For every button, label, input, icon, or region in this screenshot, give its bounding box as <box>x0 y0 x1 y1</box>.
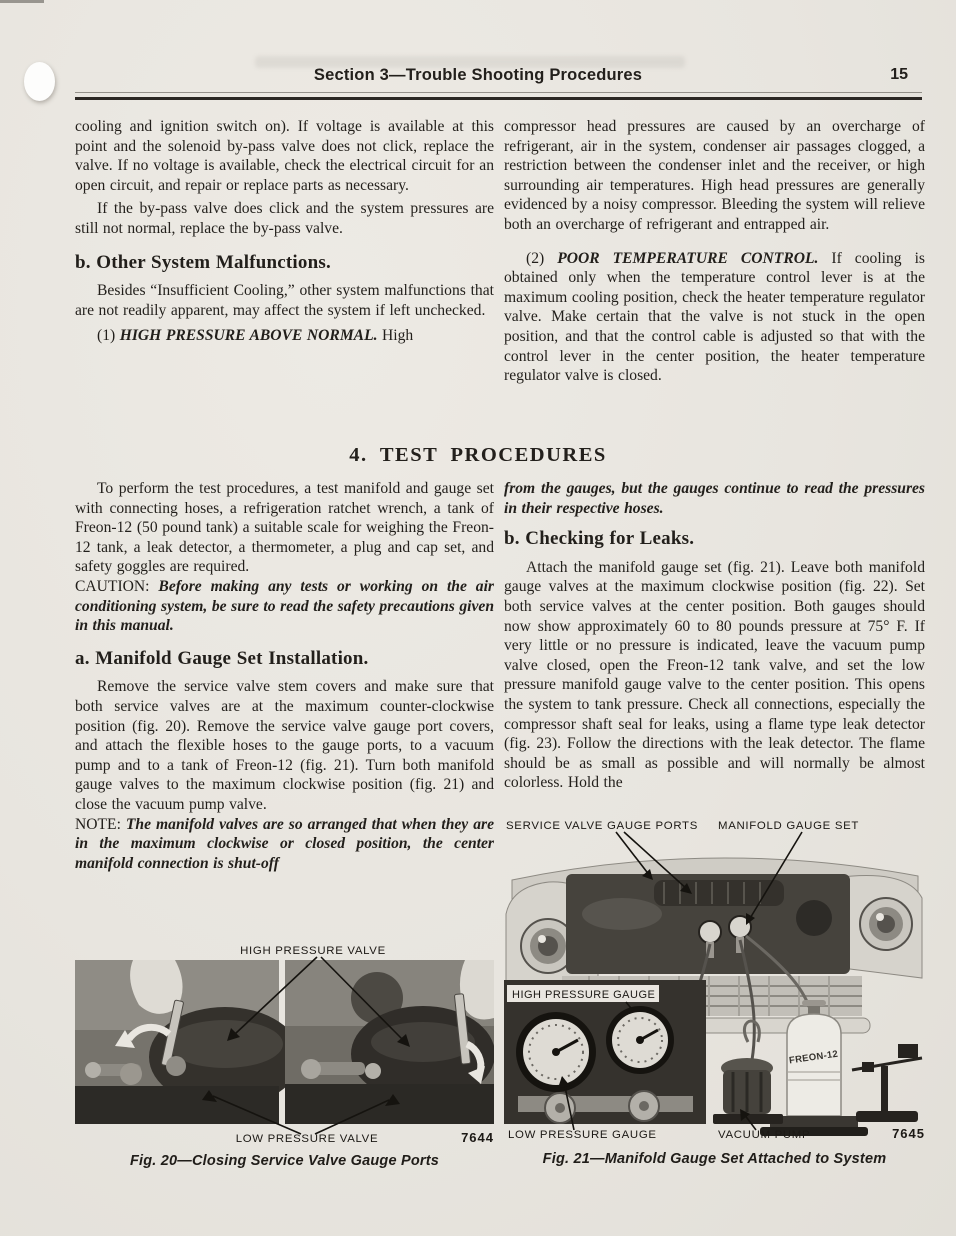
header-rule <box>75 92 922 100</box>
paragraph-text: Remove the service valve stem covers and make sure that both service valves are at the maximum counter-clockwise position (fig. 20). Remove the service valve gauge port covers, and attach the flexible hoses to the gauge ports, to a vacuum pump and to a tank of Freon-12 (fig. 21). Turn both manifold gauge valves to the maximum clockwise position (fig. 21) and close the vacuum pump valve. <box>75 678 494 813</box>
fig21-illustration <box>504 818 925 1142</box>
paragraph <box>75 281 494 320</box>
paragraph <box>504 117 925 235</box>
test-left-column <box>75 479 494 873</box>
fig21-manifold-gauge-set-label: MANIFOLD GAUGE SET <box>718 820 860 832</box>
fig21-freon-tank-label: FREON-12 <box>788 1048 839 1067</box>
fig21-caption: Fig. 21—Manifold Gauge Set Attached to System <box>542 1151 887 1167</box>
figure-21 <box>504 818 925 1167</box>
fig20-high-pressure-valve-label: HIGH PRESSURE VALVE <box>240 945 386 957</box>
paragraph-text: If cooling is obtained only when the temperature control lever is at the maximum cooling position, check the heater temperature regulator valve. Make certain that the valve is not stuck in the open position, and that the control cable is adjusted so that with the control lever in the center position, the heater temperature regulator valve is closed. <box>504 249 925 385</box>
fig20-caption: Fig. 20—Closing Service Valve Gauge Ports <box>129 1153 440 1169</box>
section-heading-checking-leaks: b. Checking for Leaks. <box>504 528 695 550</box>
paragraph <box>504 249 925 386</box>
fig20-illustration <box>75 944 494 1144</box>
fig21-photo-number: 7645 <box>892 1126 925 1141</box>
paragraph-text: High <box>377 327 414 345</box>
fig20-low-pressure-valve-label: LOW PRESSURE VALVE <box>235 1133 379 1144</box>
caution-text: Before making any tests or working on the air conditioning system, be sure to read the safety precautions given in this manual. <box>75 577 494 635</box>
note-paragraph <box>75 815 494 874</box>
item-title: POOR TEMPERATURE CONTROL. <box>557 249 819 267</box>
caution-label: CAUTION: <box>75 577 159 595</box>
note-label: NOTE: <box>75 815 126 833</box>
fig21-vacuum-pump-label: VACUUM PUMP <box>718 1129 811 1141</box>
item-title: HIGH PRESSURE ABOVE NORMAL. <box>119 327 378 345</box>
paragraph-text: Besides “Insufficient Cooling,” other system malfunctions that are not readily apparent, may affect the system if left unchecked. <box>75 282 494 319</box>
paragraph <box>75 326 494 346</box>
section-heading-other-malfunctions: b. Other System Malfunctions. <box>75 251 331 273</box>
fig21-scale <box>852 1044 922 1122</box>
paragraph <box>75 479 494 577</box>
item-number: (1) <box>97 327 120 345</box>
fig21-low-pressure-gauge-label: LOW PRESSURE GAUGE <box>508 1129 657 1141</box>
caution-paragraph <box>75 577 494 636</box>
paragraph <box>504 558 925 793</box>
paragraph <box>75 117 494 195</box>
test-right-column <box>504 479 925 793</box>
section-heading-test-procedures: 4. TEST PROCEDURES <box>349 444 607 466</box>
item-number: (2) <box>526 249 558 267</box>
page-title: Section 3—Trouble Shooting Procedures <box>313 66 643 84</box>
page-number: 15 <box>890 66 908 83</box>
intro-right-column <box>504 117 925 386</box>
paragraph <box>75 677 494 814</box>
paragraph <box>504 479 925 518</box>
figure-20 <box>75 944 494 1169</box>
fig21-service-valve-gauge-ports-label: SERVICE VALVE GAUGE PORTS <box>506 820 699 832</box>
fig20-photo-number: 7644 <box>461 1130 494 1144</box>
paragraph-text: cooling and ignition switch on). If voltage is available at this point and the solenoid by-pass valve does not click, replace the valve. If no voltage is available, check the electrical circuit for an open circuit, and repair or replace parts as necessary. <box>75 118 494 194</box>
paragraph-text: If the by-pass valve does click and the system pressures are still not normal, replace the by-pass valve. <box>75 200 494 237</box>
paragraph <box>75 199 494 238</box>
paragraph-text: compressor head pressures are caused by an overcharge of refrigerant, air in the system, condenser air passages clogged, a restriction between the condenser inlet and the receiver, or high surrounding air temperatures. High head pressures are generally evidenced by a noisy compressor. Bleeding the system will relieve both an overcharge of refrigerant and entrapped air. <box>504 118 925 233</box>
section-heading-manifold-installation: a. Manifold Gauge Set Installation. <box>75 647 369 669</box>
note-text: The manifold valves are so arranged that when they are in the maximum clockwise or closed position, the center manifold connection is shut-off <box>75 815 494 872</box>
paragraph-text: from the gauges, but the gauges continue to read the pressures in their respective hoses. <box>504 480 925 517</box>
fig20-photo-left <box>75 960 301 1124</box>
scan-edge-artifact <box>0 0 44 3</box>
fig21-high-pressure-gauge-label: HIGH PRESSURE GAUGE <box>512 989 656 1001</box>
intro-left-column <box>75 117 494 346</box>
paragraph-text: Attach the manifold gauge set (fig. 21). Leave both manifold gauge valves at the maximum clockwise position (fig. 22). Set both service valves at the center position. Both gauges should now show approximately 60 to 80 pounds pressure at 75° F. If very little or no pressure is indicated, leave the vacuum pump valve closed, open the Freon-12 tank valve, and set the low pressure manifold gauge valve to the center position. This opens the system to tank pressure. Check all connections, especially the compressor shaft seal for leaks, using a flame type leak detector (fig. 23). Follow the directions with the leak detector. The flame should be as small as possible and will normally be almost colorless. Hold the <box>504 558 925 792</box>
fig21-gauge-inset <box>504 980 706 1124</box>
paragraph-text: To perform the test procedures, a test manifold and gauge set with connecting hoses, a refrigeration ratchet wrench, a tank of Freon-12 (50 pound tank) a suitable scale for weighing the Freon-12 tank, a leak detector, a thermometer, a plug and cap set, and safety goggles are required. <box>75 480 494 576</box>
